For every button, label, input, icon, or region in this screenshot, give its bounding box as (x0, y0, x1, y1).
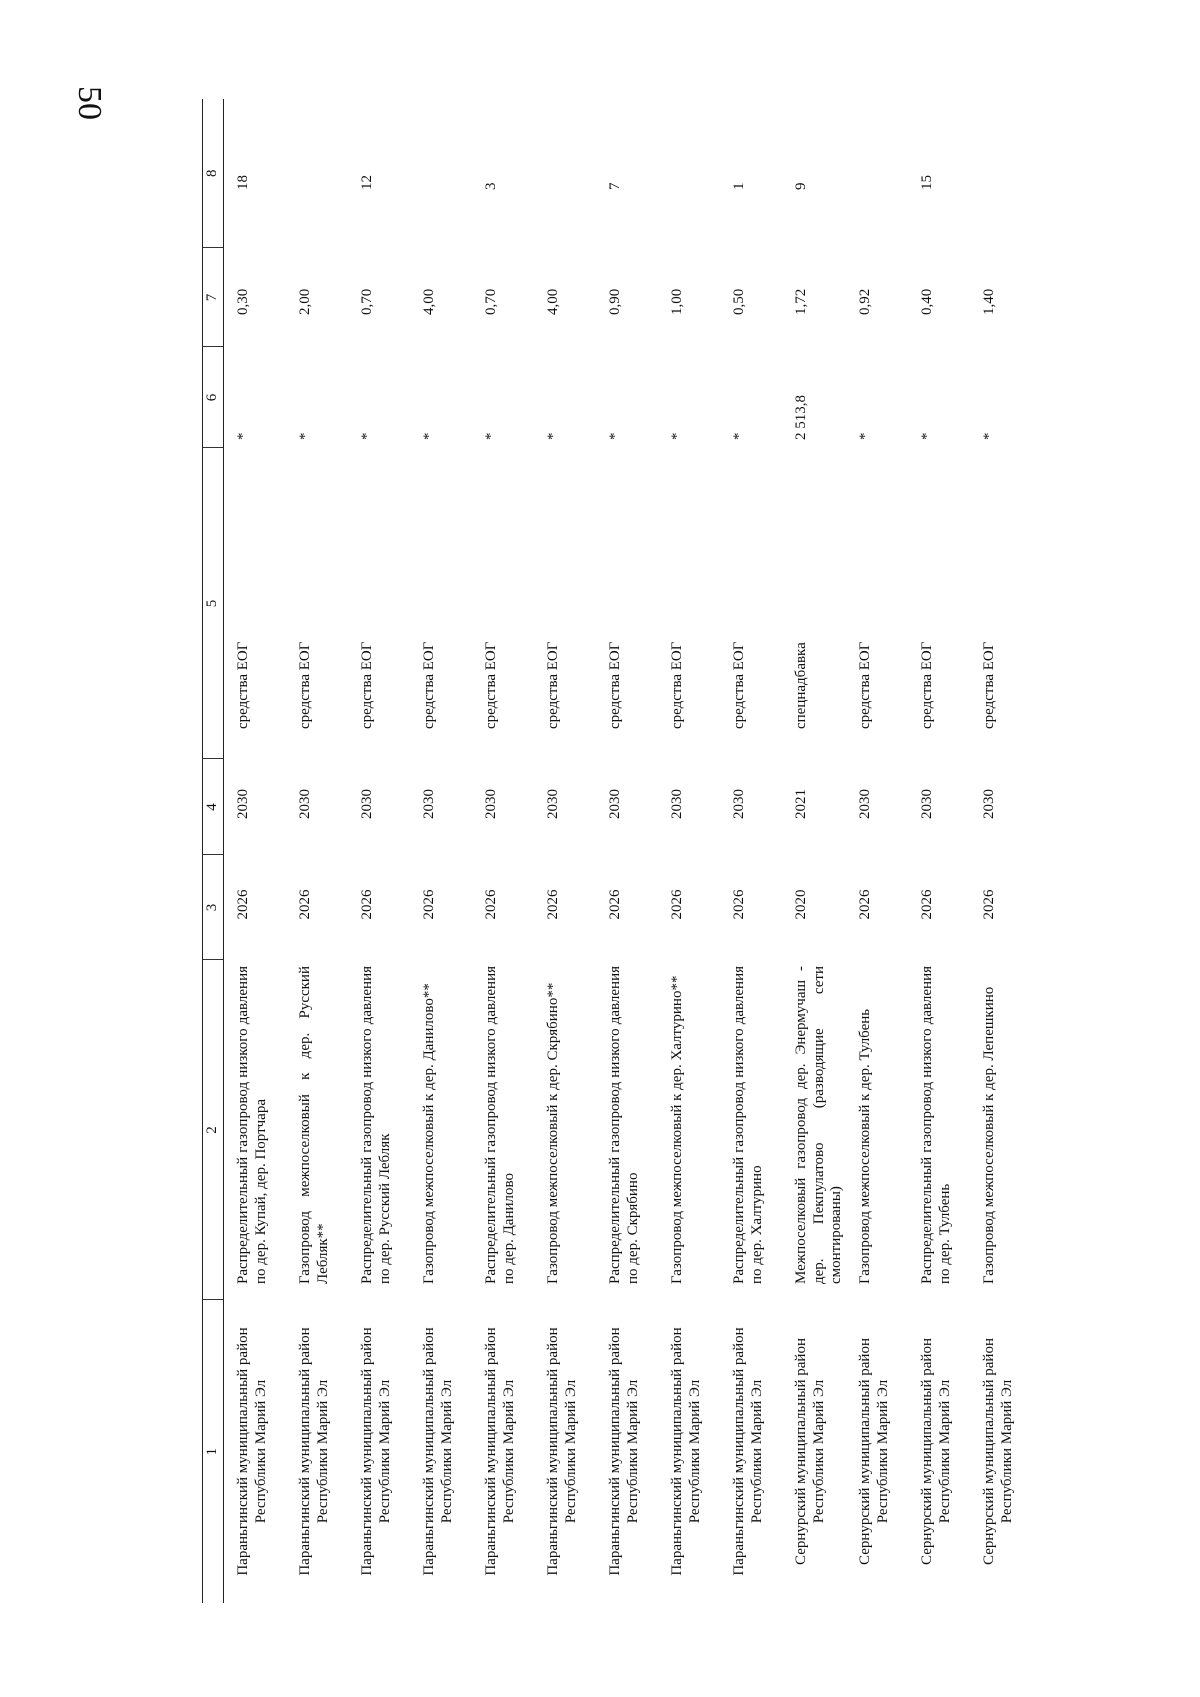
end-year-cell: 2030 (483, 789, 499, 819)
end-year-cell: 2030 (919, 789, 936, 819)
amount-cell: * (919, 432, 936, 440)
funding-source-cell: средства ЕОГ (359, 641, 375, 729)
district-cell: Параньгинский муниципальный район Республики Марий Эл (483, 1327, 517, 1576)
amount-cell: * (483, 432, 499, 440)
amount-cell: * (545, 432, 561, 440)
amount-cell: * (421, 432, 437, 440)
funding-source-cell: средства ЕОГ (857, 641, 874, 729)
amount-cell: * (669, 432, 685, 440)
amount-cell: * (607, 432, 623, 440)
object-name-cell: Распределительный газопровод низкого давления по дер. Скрябино (607, 966, 641, 1284)
column-number: 2 (203, 960, 224, 1300)
object-name-cell: Распределительный газопровод низкого давления по дер. Купай, дер. Портчара (235, 966, 269, 1284)
length-cell: 4,00 (545, 288, 561, 315)
funding-source-cell: средства ЕОГ (545, 641, 561, 729)
district-cell: Сернурский муниципальный район Республики Марий Эл (981, 1338, 1015, 1565)
funding-source-cell: средства ЕОГ (607, 641, 623, 729)
object-name-cell: Распределительный газопровод низкого давления по дер. Халтурино (731, 966, 765, 1284)
end-year-cell: 2030 (545, 789, 561, 819)
district-cell: Сернурский муниципальный район Республики Марий Эл (857, 1338, 891, 1565)
column-number: 5 (203, 448, 224, 759)
count-cell: 7 (607, 182, 623, 190)
district-cell: Параньгинский муниципальный район Республики Марий Эл (235, 1327, 269, 1576)
start-year-cell: 2026 (359, 889, 375, 920)
table-column-numbers (203, 99, 224, 1603)
district-cell: Параньгинский муниципальный район Республики Марий Эл (607, 1327, 641, 1576)
table-row (908, 99, 970, 1603)
start-year-cell: 2026 (545, 889, 561, 920)
table-body (224, 99, 1033, 1603)
amount-cell: * (235, 432, 251, 440)
count-cell: 12 (359, 175, 375, 190)
length-cell: 2,00 (297, 288, 313, 315)
funding-source-cell: средства ЕОГ (981, 641, 998, 729)
amount-cell: * (359, 432, 375, 440)
length-cell: 4,00 (421, 288, 437, 315)
end-year-cell: 2021 (793, 789, 809, 819)
table-row (846, 99, 908, 1603)
end-year-cell: 2030 (235, 789, 251, 819)
object-name-cell: Распределительный газопровод низкого давления по дер. Русский Лебляк (359, 966, 393, 1284)
start-year-cell: 2026 (919, 889, 936, 920)
length-cell: 0,30 (235, 288, 251, 315)
funding-source-cell: средства ЕОГ (483, 641, 499, 729)
object-name-cell: Газопровод межпоселковый к дер. Лепешкино (981, 986, 998, 1284)
column-number: 7 (203, 248, 224, 347)
end-year-cell: 2030 (607, 789, 623, 819)
object-name-cell: Газопровод межпоселковый к дер. Тулбень (857, 1008, 874, 1284)
table-row (286, 99, 348, 1603)
end-year-cell: 2030 (297, 789, 313, 819)
column-number: 3 (203, 855, 224, 960)
start-year-cell: 2026 (297, 889, 313, 920)
length-cell: 0,90 (607, 288, 623, 315)
column-number: 4 (203, 759, 224, 855)
table-row (348, 99, 410, 1603)
object-name-cell: Газопровод межпоселковый к дер. Русский Лебляк** (297, 966, 331, 1284)
funding-source-cell: средства ЕОГ (669, 641, 685, 729)
length-cell: 0,40 (919, 288, 936, 315)
count-cell (410, 99, 472, 248)
count-cell: 15 (919, 175, 936, 190)
funding-source-cell: средства ЕОГ (235, 641, 251, 729)
end-year-cell: 2030 (359, 789, 375, 819)
length-cell: 1,00 (669, 288, 685, 315)
end-year-cell: 2030 (421, 789, 437, 819)
object-name-cell: Газопровод межпоселковый к дер. Халтурино** (669, 975, 685, 1284)
amount-cell: * (981, 432, 998, 440)
funding-source-cell: средства ЕОГ (297, 641, 313, 729)
count-cell (846, 99, 908, 248)
district-cell: Сернурский муниципальный район Республики Марий Эл (793, 1338, 827, 1565)
amount-cell: * (857, 432, 874, 440)
start-year-cell: 2026 (483, 889, 499, 920)
table-row (534, 99, 596, 1603)
page-number: 50 (71, 86, 108, 120)
column-number: 1 (203, 1300, 224, 1603)
end-year-cell: 2030 (669, 789, 685, 819)
count-cell: 3 (483, 182, 499, 190)
start-year-cell: 2026 (669, 889, 685, 920)
object-name-cell: Распределительный газопровод низкого давления по дер. Данилово (483, 966, 517, 1284)
end-year-cell: 2030 (731, 789, 747, 819)
count-cell (286, 99, 348, 248)
amount-cell: 2 513,8 (793, 395, 809, 440)
district-cell: Параньгинский муниципальный район Республики Марий Эл (731, 1327, 765, 1576)
district-cell: Параньгинский муниципальный район Республики Марий Эл (669, 1327, 703, 1576)
table-row (658, 99, 720, 1603)
count-cell: 9 (793, 182, 809, 190)
start-year-cell: 2026 (857, 889, 874, 920)
start-year-cell: 2026 (607, 889, 623, 920)
length-cell: 0,70 (359, 288, 375, 315)
end-year-cell: 2030 (981, 789, 998, 819)
length-cell: 0,92 (857, 288, 874, 315)
amount-cell: * (297, 432, 313, 440)
object-name-cell: Межпоселковый газопровод дер. Энермучаш - дер. Пекпулатово (разводящие сети смонтированы) (793, 966, 845, 1284)
end-year-cell: 2030 (857, 789, 874, 819)
table-row (596, 99, 658, 1603)
district-cell: Параньгинский муниципальный район Республики Марий Эл (297, 1327, 331, 1576)
count-cell (658, 99, 720, 248)
start-year-cell: 2026 (731, 889, 747, 920)
column-number: 6 (203, 347, 224, 448)
funding-source-cell: спецнадбавка (793, 642, 809, 729)
length-cell: 0,70 (483, 288, 499, 315)
table-row (224, 99, 287, 1603)
table-row (410, 99, 472, 1603)
start-year-cell: 2026 (421, 889, 437, 920)
district-cell: Сернурский муниципальный район Республики Марий Эл (919, 1338, 953, 1565)
funding-source-cell: средства ЕОГ (421, 641, 437, 729)
start-year-cell: 2020 (793, 889, 809, 920)
district-cell: Параньгинский муниципальный район Республики Марий Эл (359, 1327, 393, 1576)
amount-cell: * (731, 432, 747, 440)
district-cell: Параньгинский муниципальный район Республики Марий Эл (545, 1327, 579, 1576)
start-year-cell: 2026 (981, 889, 998, 920)
district-cell: Параньгинский муниципальный район Республики Марий Эл (421, 1327, 455, 1576)
funding-source-cell: средства ЕОГ (731, 641, 747, 729)
count-cell (534, 99, 596, 248)
funding-source-cell: средства ЕОГ (919, 641, 936, 729)
count-cell: 1 (731, 182, 747, 190)
table-row (782, 99, 846, 1603)
count-cell (970, 99, 1032, 248)
table-row (720, 99, 782, 1603)
column-number: 8 (203, 99, 224, 248)
count-cell: 18 (235, 175, 251, 190)
object-name-cell: Газопровод межпоселковый к дер. Данилово** (421, 983, 437, 1284)
start-year-cell: 2026 (235, 889, 251, 920)
length-cell: 1,72 (793, 288, 809, 315)
gas-pipeline-table (202, 99, 1032, 1603)
table-row (970, 99, 1032, 1603)
table-row (472, 99, 534, 1603)
length-cell: 1,40 (981, 288, 998, 315)
object-name-cell: Распределительный газопровод низкого давления по дер. Тулбень (919, 966, 953, 1284)
length-cell: 0,50 (731, 288, 747, 315)
object-name-cell: Газопровод межпоселковый к дер. Скрябино** (545, 982, 561, 1284)
rotated-table-container (202, 99, 1015, 1603)
